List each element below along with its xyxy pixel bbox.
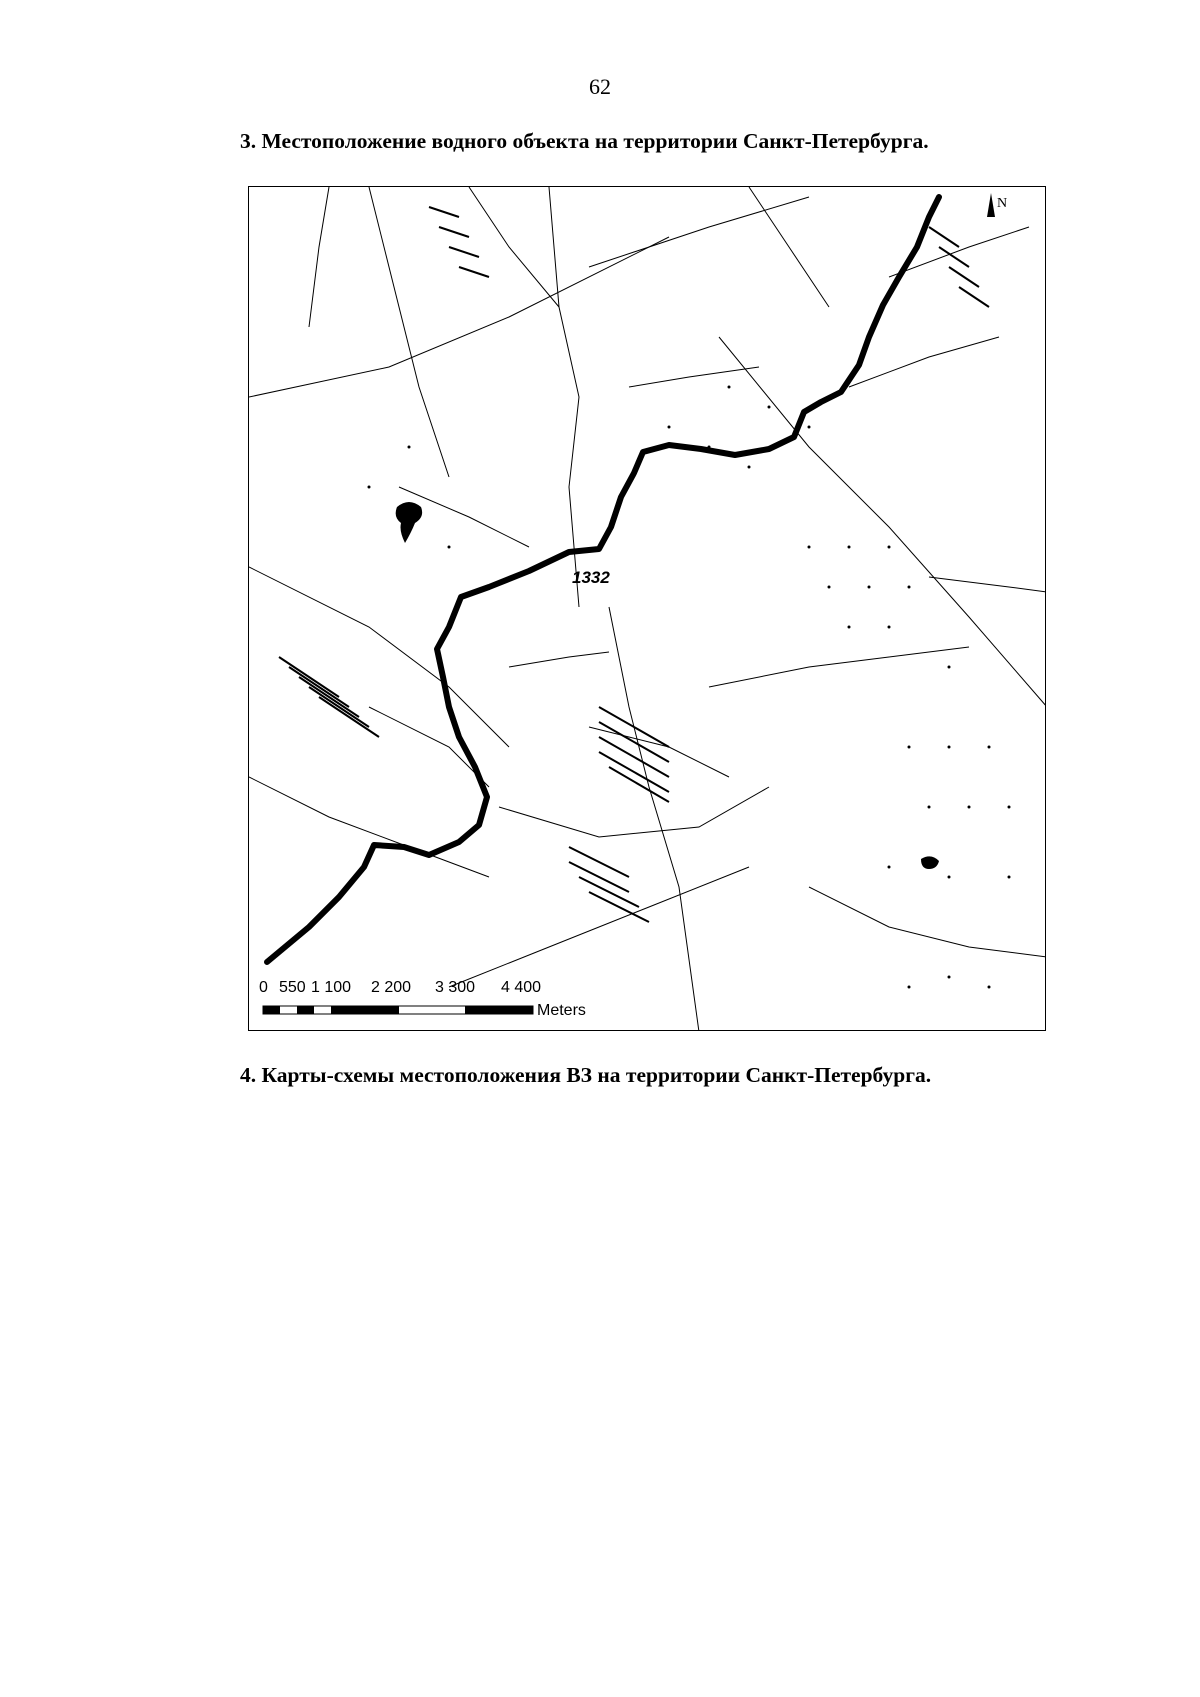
scale-tick-label: 1 100 [311, 979, 352, 996]
scale-tick-label: 3 300 [435, 979, 476, 996]
north-arrow-label: N [997, 196, 1008, 211]
scale-tick-label: 4 400 [501, 979, 542, 996]
scale-bar-segment [263, 1006, 280, 1014]
open-area-dots [368, 386, 1011, 989]
scale-bar [259, 979, 586, 1019]
built-up-areas [279, 207, 989, 922]
road-network [249, 187, 1046, 1031]
scale-bar-segment [465, 1006, 533, 1014]
scale-tick-label: 0 [259, 979, 268, 996]
section-3-heading: 3. Местоположение водного объекта на территории Санкт-Петербурга. [240, 129, 929, 153]
scale-tick-label: 550 [279, 979, 306, 996]
scale-units: Meters [537, 1002, 586, 1019]
scale-bar-segment [297, 1006, 314, 1014]
water-object-location-map [248, 186, 1046, 1031]
scale-tick-label: 2 200 [371, 979, 412, 996]
section-4-heading: 4. Карты-схемы местоположения ВЗ на территории Санкт-Петербурга. [240, 1063, 932, 1087]
map-svg [249, 187, 1046, 1031]
north-arrow-icon [987, 193, 1007, 217]
lake-shape [396, 502, 422, 543]
pond-shape [921, 856, 939, 869]
page-number: 62 [589, 74, 611, 99]
water-object-code: 1332 [572, 568, 610, 587]
scale-bar-segment [331, 1006, 399, 1014]
